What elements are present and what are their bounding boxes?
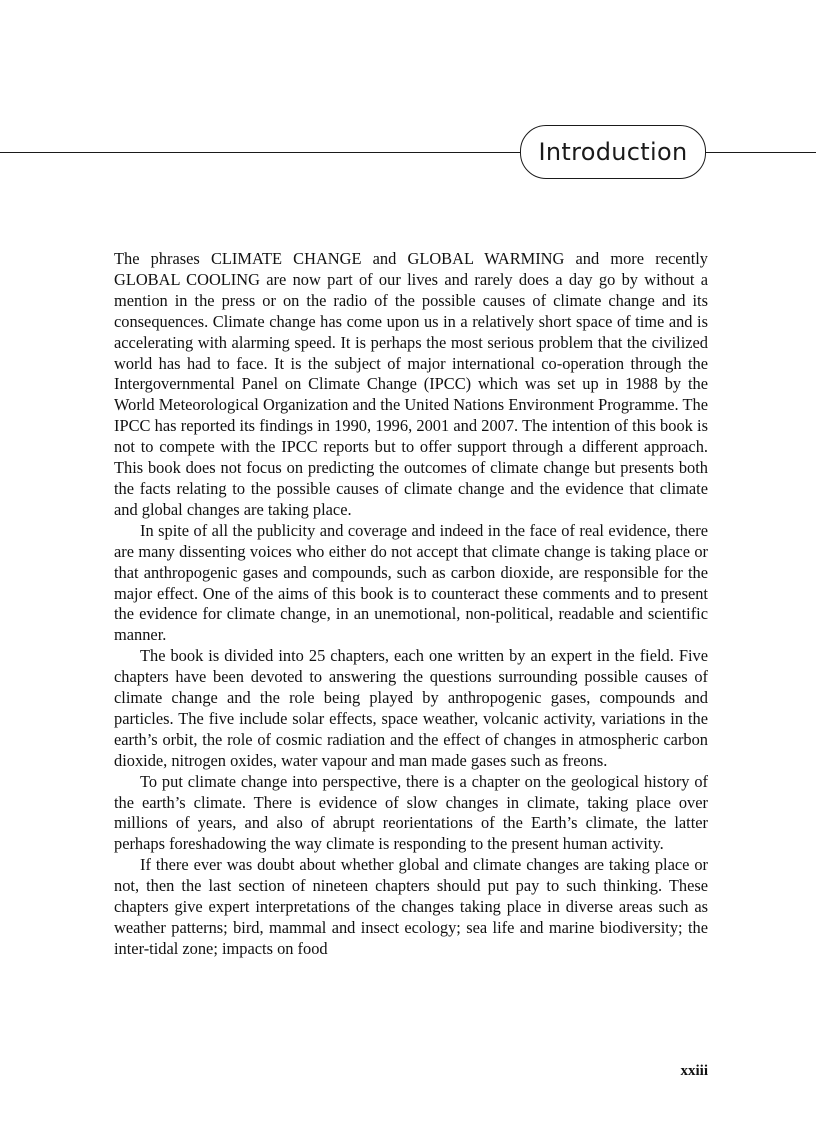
chapter-title: Introduction: [538, 138, 688, 166]
chapter-title-box: [520, 125, 706, 179]
paragraph: In spite of all the publicity and coverage and indeed in the face of real evidence, there are many dissenting voices who either do not accept that climate change is taking place or that anthropogenic gases and compounds, such as carbon dioxide, are responsible for the major effect. One of the aims of this book is to counteract these comments and to present the evidence for climate change, in an unemotional, non-political, readable and scientific manner.: [114, 520, 708, 645]
paragraph: The book is divided into 25 chapters, each one written by an expert in the field. Five chapters have been devoted to answering the questions surrounding possible causes of climate change and the role being played by anthropogenic gases, compounds and particles. The five include solar effects, space weather, volcanic activity, variations in the earth’s orbit, the role of cosmic radiation and the effect of changes in atmospheric carbon dioxide, nitrogen oxides, water vapour and man made gases such as freons.: [114, 646, 708, 770]
page-number: xxiii: [680, 1063, 708, 1079]
paragraph: If there ever was doubt about whether global and climate changes are taking place or not, then the last section of nineteen chapters should put pay to such thinking. These chapters give expert interpretations of the changes taking place in diverse areas such as weather patterns; bird, mammal and insect ecology; sea life and marine biodiversity; the inter-tidal zone; impacts on food: [114, 855, 708, 958]
body-text: [114, 249, 708, 960]
paragraph: To put climate change into perspective, there is a chapter on the geological history of the earth’s climate. There is evidence of slow changes in climate, taking place over millions of years, and also of abrupt reorientations of the Earth’s climate, the latter perhaps foreshadowing the way climate is responding to the present human activity.: [114, 771, 708, 854]
header-rule-left: [0, 152, 522, 153]
paragraph: The phrases CLIMATE CHANGE and GLOBAL WARMING and more recently GLOBAL COOLING are now part of our lives and rarely does a day go by without a mention in the press or on the radio of the possible causes of climate change and its consequences. Climate change has come upon us in a relatively short space of time and is accelerating with alarming speed. It is perhaps the most serious problem that the civilized world has had to face. It is the subject of major international co-operation through the Intergovernmental Panel on Climate Change (IPCC) which was set up in 1988 by the World Meteorological Organization and the United Nations Environment Programme. The IPCC has reported its findings in 1990, 1996, 2001 and 2007. The intention of this book is not to compete with the IPCC reports but to offer support through a different approach. This book does not focus on predicting the outcomes of climate change but presents both the facts relating to the possible causes of climate change and the evidence that climate and global changes are taking place.: [114, 249, 708, 519]
header-rule-right: [706, 152, 816, 153]
